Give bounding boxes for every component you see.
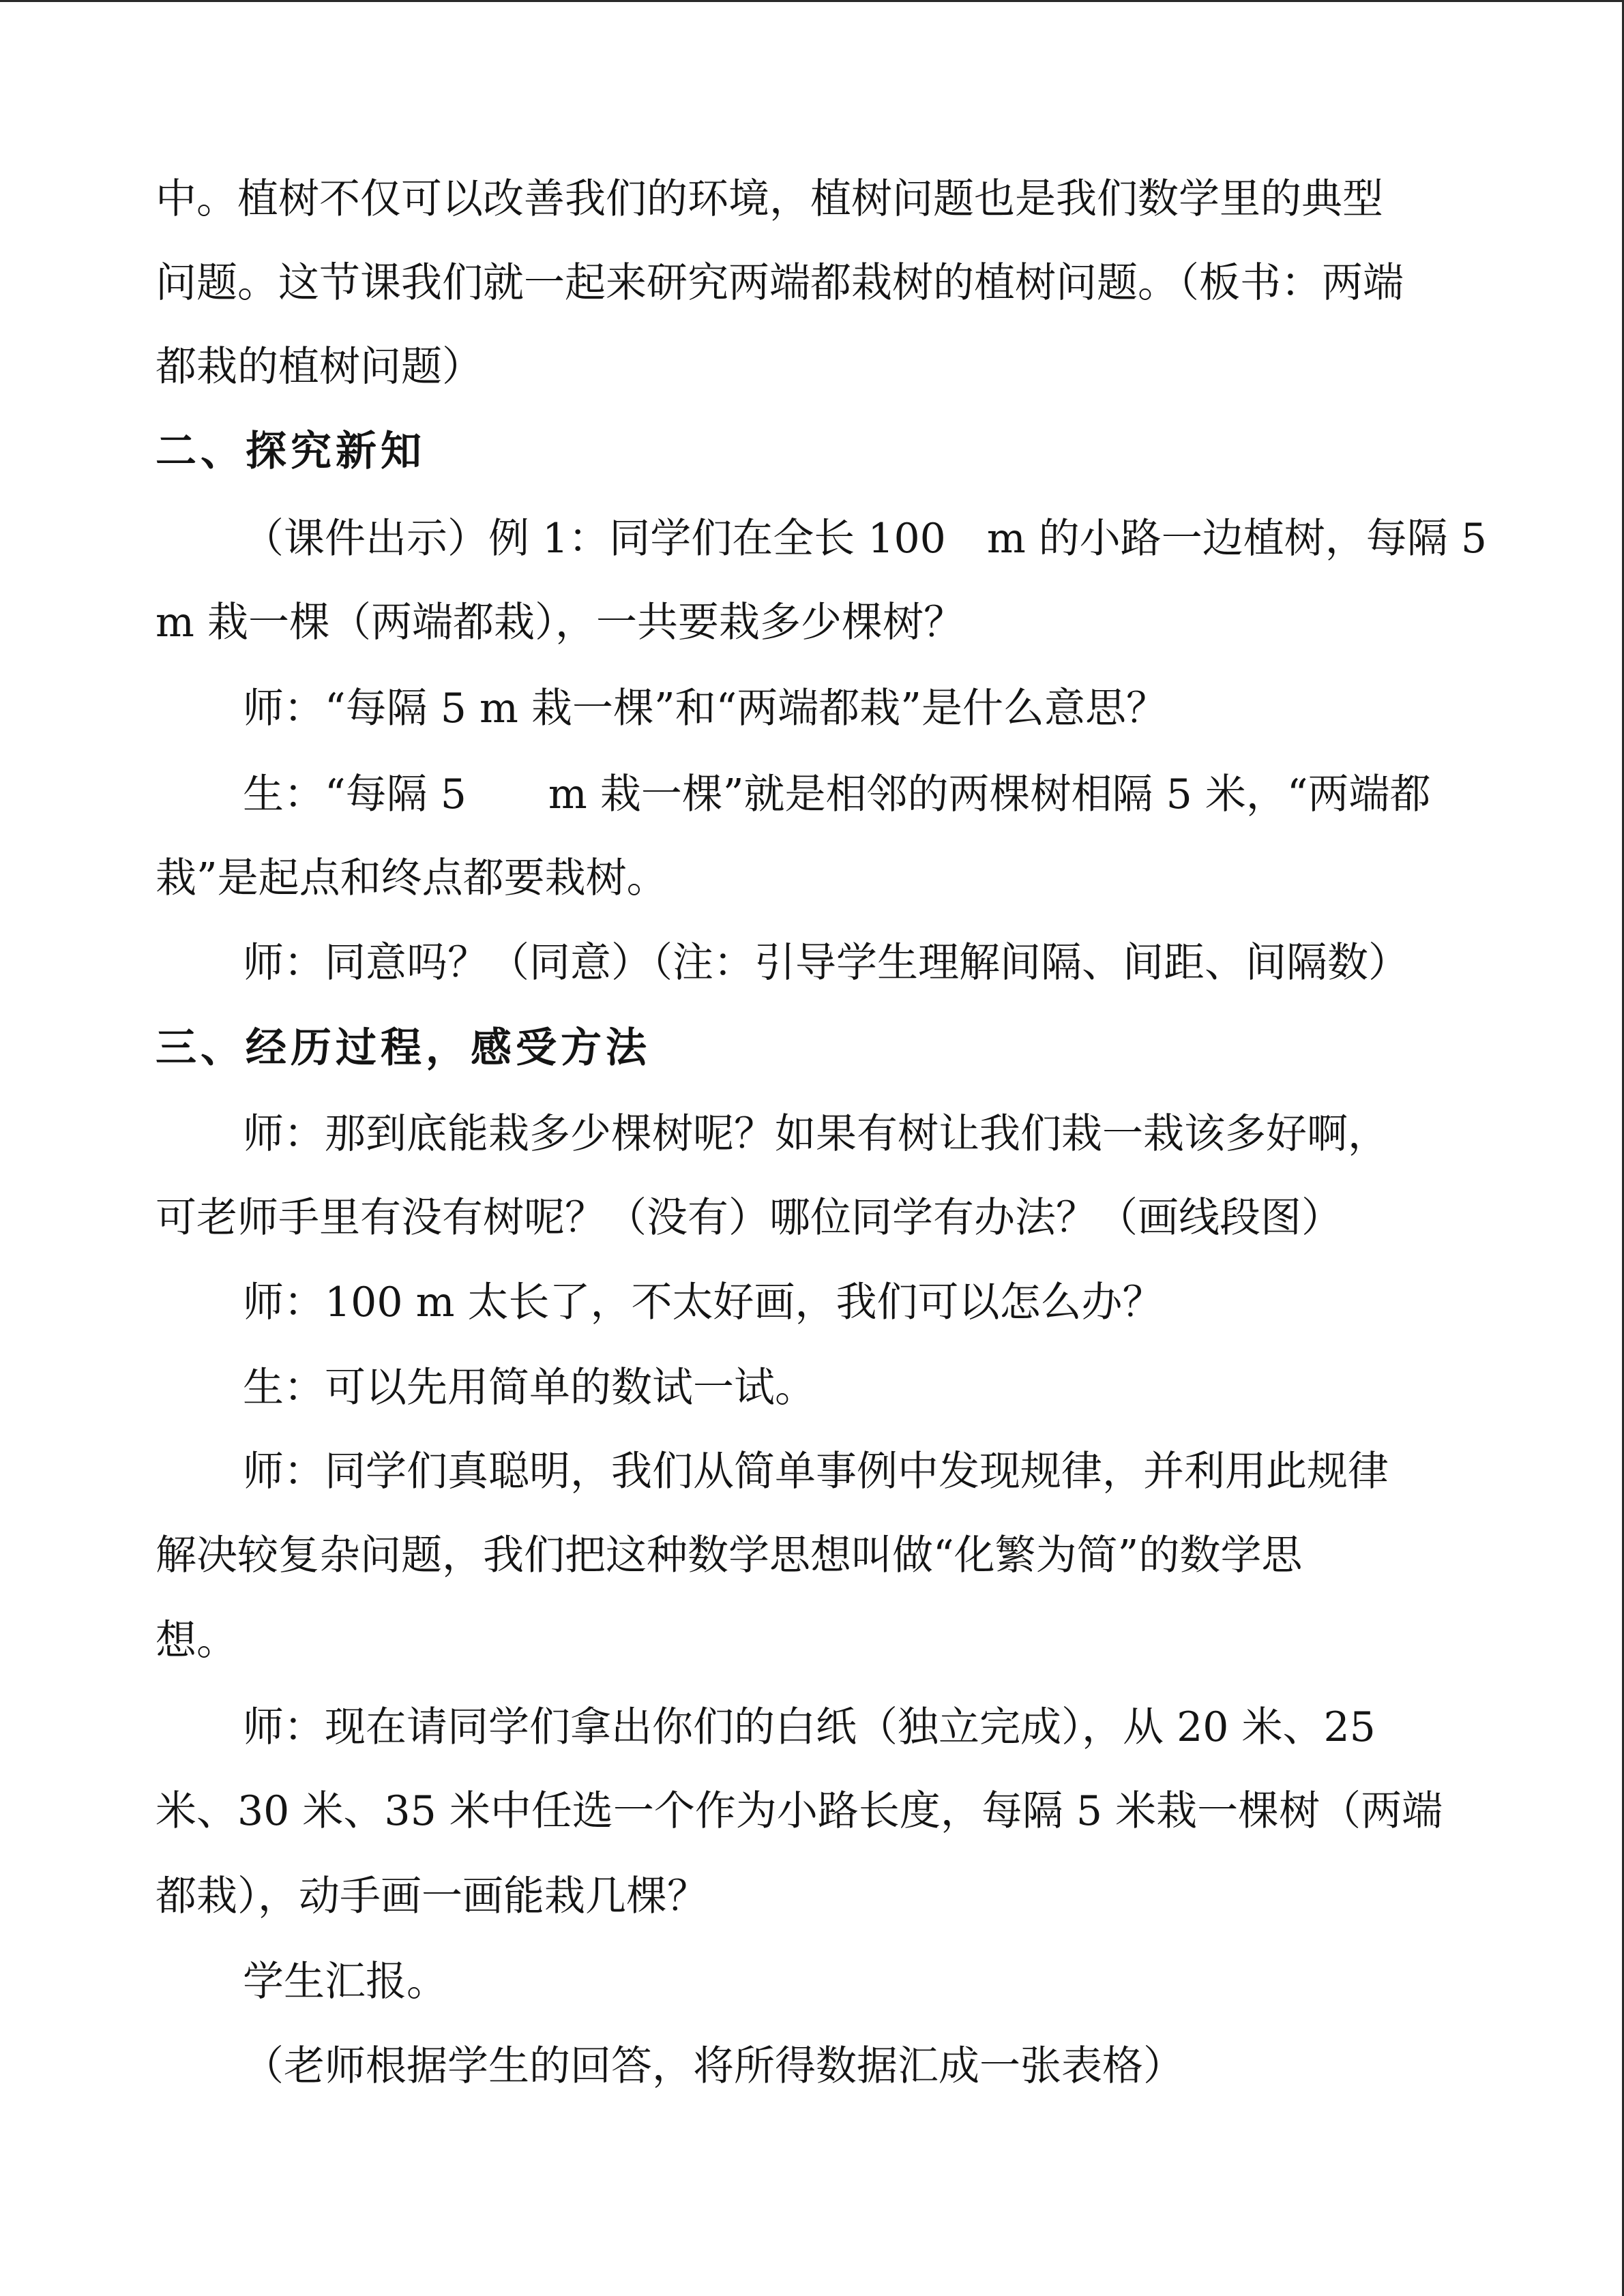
paragraph-line: 生：可以先用简单的数试一试。 [243, 1364, 816, 1412]
paragraph-line: m 栽一棵（两端都栽），一共要栽多少棵树？ [156, 599, 964, 646]
paragraph-line: 米、30 米、35 米中任选一个作为小路长度，每隔 5 米栽一棵树（两端 [156, 1787, 1443, 1835]
page-border-top [0, 0, 1624, 2]
paragraph-line: 想。 [156, 1617, 237, 1665]
paragraph-line: 师：“每隔 5 m 栽一棵”和“两端都栽”是什么意思？ [243, 685, 1167, 732]
paragraph-line: 学生汇报。 [243, 1958, 447, 2006]
paragraph-line: 中。植树不仅可以改善我们的环境，植树问题也是我们数学里的典型 [156, 175, 1383, 223]
section-heading: 二、探究新知 [156, 428, 426, 475]
paragraph-line: （老师根据学生的回答，将所得数据汇成一张表格） [243, 2042, 1184, 2090]
paragraph-line: 可老师手里有没有树呢？（没有）哪位同学有办法？（画线段图） [156, 1194, 1342, 1242]
paragraph-line: 栽”是起点和终点都要栽树。 [156, 854, 668, 902]
section-heading: 三、经历过程，感受方法 [156, 1024, 651, 1072]
paragraph-line: 师：同意吗？（同意）（注：引导学生理解间隔、间距、间隔数） [243, 939, 1409, 987]
paragraph-line: （课件出示）例 1：同学们在全长 100 m 的小路一边植树，每隔 5 [243, 515, 1488, 563]
paragraph-line: 都栽），动手画一画能栽几棵？ [156, 1873, 708, 1920]
paragraph-line: 解决较复杂问题，我们把这种数学思想叫做“化繁为简”的数学思 [156, 1532, 1303, 1579]
paragraph-line: 生：“每隔 5 m 栽一棵”就是相邻的两棵树相隔 5 米，“两端都 [243, 771, 1431, 818]
paragraph-line: 师：现在请同学们拿出你们的白纸（独立完成），从 20 米、25 [243, 1703, 1376, 1751]
paragraph-line: 师：100 m 太长了，不太好画，我们可以怎么办？ [243, 1279, 1164, 1326]
paragraph-line: 问题。这节课我们就一起来研究两端都栽树的植树问题。（板书：两端 [156, 259, 1404, 307]
paragraph-line: 师：那到底能栽多少棵树呢？如果有树让我们栽一栽该多好啊， [243, 1110, 1389, 1158]
paragraph-line: 都栽的植树问题） [156, 343, 483, 391]
paragraph-line: 师：同学们真聪明，我们从简单事例中发现规律，并利用此规律 [243, 1448, 1389, 1495]
